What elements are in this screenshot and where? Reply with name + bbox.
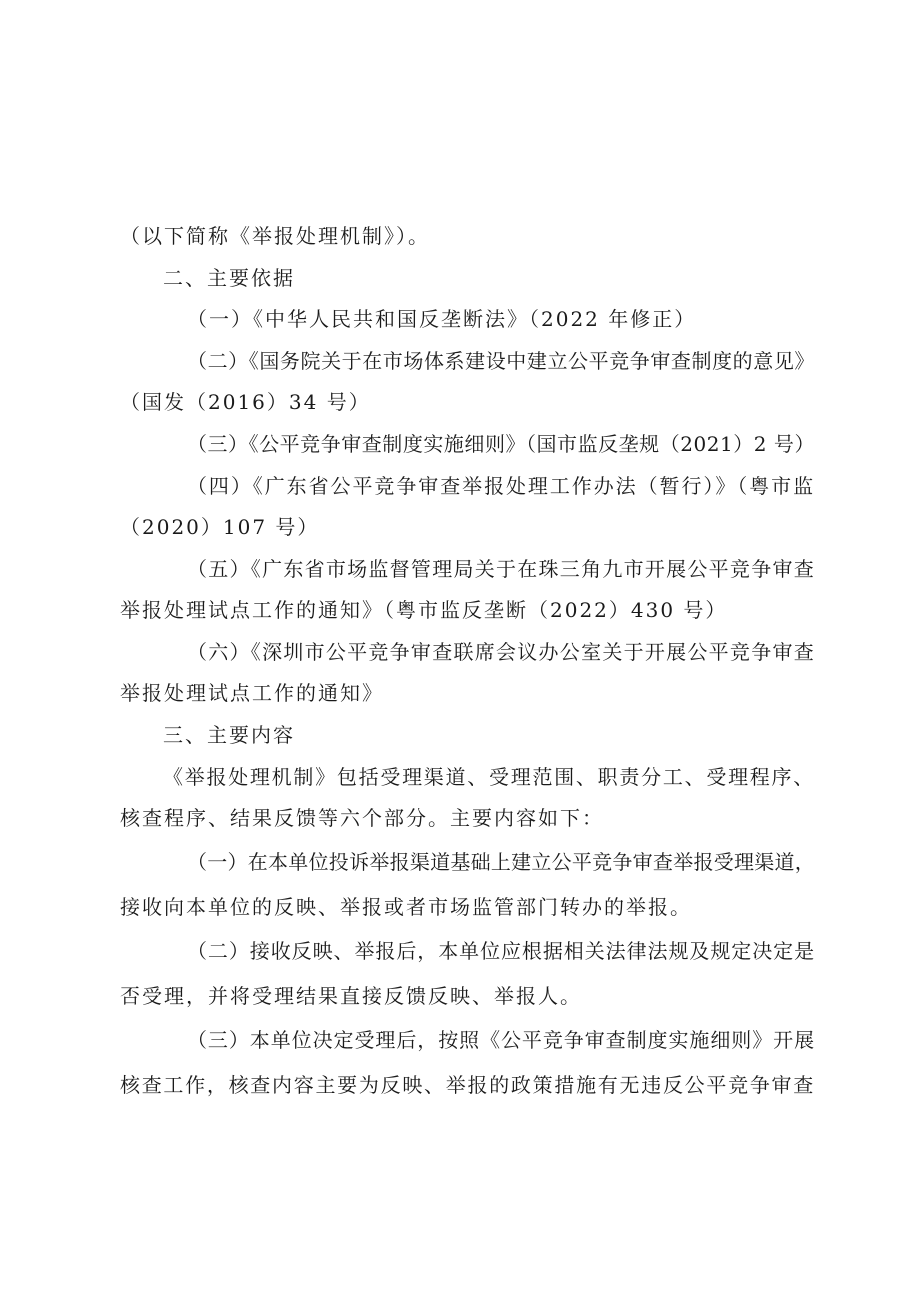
content-item-3-cont: 核查工作，核查内容主要为反映、举报的政策措施有无违反公平竞争审查 [120,1073,815,1097]
content-item-2: （二）接收反映、举报后，本单位应根据相关法律法规及规定决定是 [187,939,815,963]
intro-tail: （以下简称《举报处理机制》）。 [120,224,430,248]
content-item-1-cont: 接收向本单位的反映、举报或者市场监管部门转办的举报。 [120,895,692,919]
section-2-heading: 二、主要依据 [163,266,295,290]
content-item-2-cont: 否受理，并将受理结果直接反馈反映、举报人。 [120,984,582,1008]
basis-item-1: （一）《中华人民共和国反垄断法》（2022 年修正） [187,307,697,331]
basis-item-5-cont: 举报处理试点工作的通知》（粤市监反垄断（2022）430 号） [120,598,728,622]
summary-line-2: 核查程序、结果反馈等六个部分。主要内容如下： [120,806,604,830]
basis-item-6: （六）《深圳市公平竞争审查联席会议办公室关于开展公平竞争审查 [187,640,815,664]
basis-item-5: （五）《广东省市场监督管理局关于在珠三角九市开展公平竞争审查 [187,557,815,581]
basis-item-3: （三）《公平竞争审查制度实施细则》（国市监反垄规（2021）2 号） [187,432,815,456]
section-3-heading: 三、主要内容 [163,723,295,747]
basis-item-4-cont: （2020）107 号） [120,515,320,539]
summary-line-1: 《举报处理机制》包括受理渠道、受理范围、职责分工、受理程序、 [163,765,815,789]
content-item-1: （一）在本单位投诉举报渠道基础上建立公平竞争审查举报受理渠道， [187,850,815,874]
basis-item-6-cont: 举报处理试点工作的通知》 [120,681,384,705]
basis-item-4: （四）《广东省公平竞争审查举报处理工作办法（暂行）》（粤市监 [187,474,815,498]
content-item-3: （三）本单位决定受理后，按照《公平竞争审查制度实施细则》开展 [187,1028,815,1052]
basis-item-2: （二）《国务院关于在市场体系建设中建立公平竞争审查制度的意见》 [187,349,815,373]
basis-item-2-cont: （国发（2016）34 号） [120,390,371,414]
